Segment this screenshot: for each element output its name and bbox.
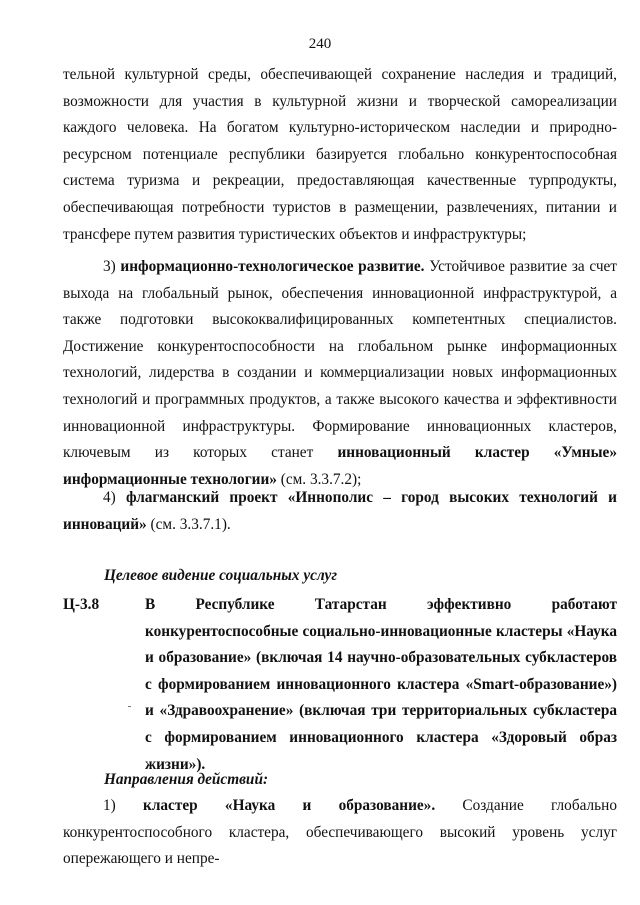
list-item-1-number: 1)	[103, 797, 144, 814]
goal-code: Ц-3.8	[63, 596, 100, 613]
page-number: 240	[308, 36, 332, 52]
heading-social-services-vision: Целевое видение социальных услуг	[104, 567, 337, 584]
goal-text: В Республике Татарстан эффективно работают конкурентоспособные социально-инновационные кластеры «Наука и образование» (включая 14 научно-образовательных субкластеров с формированием инновационного кластера «Smart-образование») и «Здравоохранение» (включая три территориальных субкластера с формированием инновационного кластера «Здоровый образ жизни»).	[145, 596, 617, 773]
list-item-3-title: информационно-технологическое развитие.	[120, 258, 425, 275]
list-item-1	[63, 793, 617, 873]
list-item-1-text: Создание глобально конкурентоспособного кластера, обеспечивающего высокий уровень услуг опережающего и непре-	[63, 797, 617, 868]
list-item-3-number: 3)	[103, 258, 121, 275]
list-item-3-text-1: Устойчивое развитие за счет выхода на глобальный рынок, обеспечения инновационной инфраструктурой, а также подготовки высококвалифицированных компетентных специалистов. Достижение конкурентоспособности на глобальном рынке информационных технологий, лидерства в создании и коммерциализации новых информационных технологий и программных продуктов, а также высокого качества и эффективности инновационной инфраструктуры. Формирование инновационных кластеров, ключевым из которых станет	[63, 258, 617, 462]
scan-speck	[128, 706, 131, 707]
list-item-1-title: кластер «Наука и образование».	[143, 797, 436, 814]
list-item-4-text: (см. 3.3.7.1).	[146, 515, 231, 533]
heading-action-directions: Направления действий:	[104, 771, 269, 788]
list-item-4-number: 4)	[103, 489, 126, 506]
list-item-4	[63, 485, 617, 538]
list-item-4-title: флагманский проект «Иннополис – город высоких технологий и инноваций»	[63, 489, 617, 533]
paragraph-culture-tourism: тельной культурной среды, обеспечивающей сохранение наследия и традиций, возможности для участия в культурной жизни и творческой самореализации каждого человека. На богатом культурно-историческом наследии и природно-ресурсном потенциале республики базируется глобально конкурентоспособная система туризма и рекреации, предоставляющая качественные турпродукты, обеспечивающая потребности туристов в размещении, развлечениях, питании и трансфере путем развития туристических объектов и инфраструктуры;	[63, 66, 617, 243]
list-item-3	[63, 254, 617, 493]
list-item-3-text-2: (см. 3.3.7.2);	[276, 470, 362, 488]
list-item-3-cluster: инновационный кластер «Умные» информационные технологии»	[63, 444, 617, 488]
